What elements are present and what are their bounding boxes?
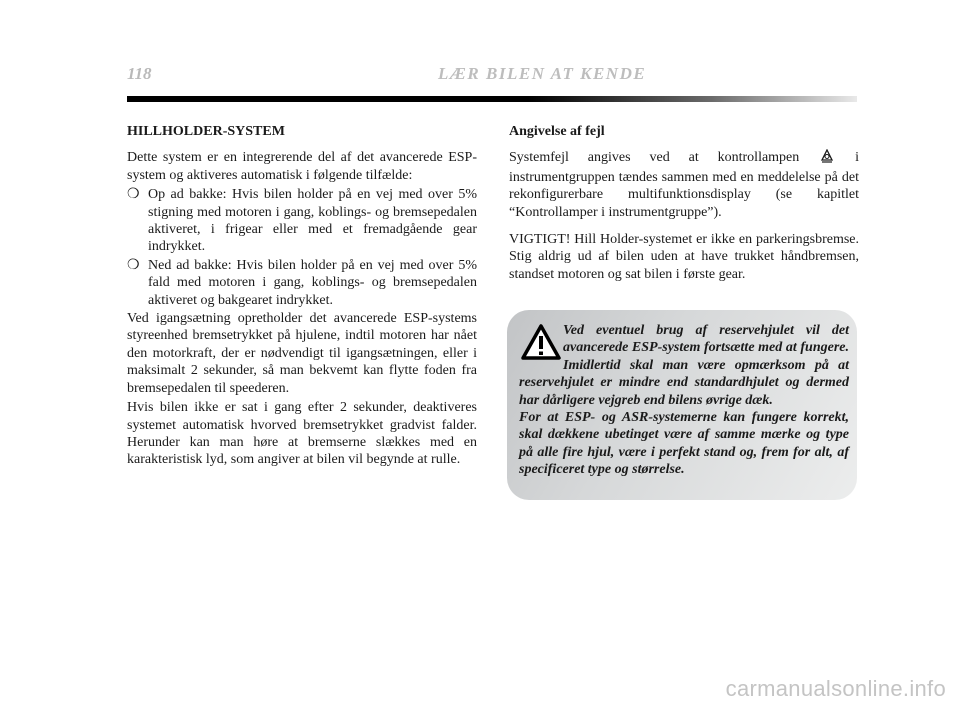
fault-text-end: i instrumentgruppen tændes sammen med en meddelelse på det rekonfigurerbare multifunktionsdisplay (se kapitlet “Kontrollamper i instrumentgruppe”). bbox=[509, 150, 860, 220]
fault-paragraph bbox=[509, 149, 859, 221]
left-column bbox=[127, 123, 477, 471]
esp-warning-lamp-icon bbox=[820, 149, 834, 168]
stop-paragraph: Hvis bilen ikke er sat i gang efter 2 sekunder, deaktiveres systemet automatisk hvorved bremsetrykket gradvist falder. Herunder kan man høre at bremserne slækkes med en karakteristisk lyd, som angiver at bilen vil begynde at rulle. bbox=[127, 400, 477, 468]
bullet-text: Op ad bakke: Hvis bilen holder på en vej med over 5% stigning med motoren i gang, koblings- og bremsepedalen aktiveret, i frigear eller med et fremadgående gear indrykket. bbox=[148, 187, 477, 255]
bullet-icon: ❍ bbox=[127, 187, 140, 203]
page-number: 118 bbox=[127, 64, 152, 83]
bullet-icon: ❍ bbox=[127, 257, 140, 273]
section-heading-hillholder: HILLHOLDER-SYSTEM bbox=[127, 124, 285, 139]
right-column bbox=[509, 123, 859, 285]
important-paragraph: VIGTIGT! Hill Holder-systemet er ikke en parkeringsbremse. Stig aldrig ud af bilen uden at have trukket håndbremsen, standset motoren og sat bilen i første gear. bbox=[509, 232, 859, 282]
list-item bbox=[127, 257, 477, 309]
warning-paragraph: Ved eventuel brug af reservehjulet vil det avancerede ESP-system fortsætte med at fungere. Imidlertid skal man være opmærksom på at reservehjulet er mindre end standardhjulet og dermed har dårligere vejgreb end bilens øvrige dæk. bbox=[519, 323, 849, 408]
header-rule bbox=[127, 96, 857, 102]
bullet-text: Ned ad bakke: Hvis bilen holder på en vej med over 5% fald med motoren i gang, koblings- og bremsepedalen aktiveret og bakgearet indrykket. bbox=[148, 257, 477, 308]
warning-paragraph: For at ESP- og ASR-systemerne kan fungere korrekt, skal dækkene ubetinget være af samme mærke og type på alle fire hjul, være i perfekt stand og, frem for alt, af specificeret type og størrelse. bbox=[519, 410, 849, 478]
start-paragraph: Ved igangsætning opretholder det avancerede ESP-systems styreenhed bremsetrykket på hjulene, indtil motoren har nået den motorkraft, der er nødvendigt til igangsætningen, eller i maksimalt 2 sekunder, så man bekvemt kan flytte foden fra bremsepedalen til speederen. bbox=[127, 311, 477, 396]
section-heading-fault: Angivelse af fejl bbox=[509, 124, 605, 139]
intro-paragraph: Dette system er en integrerende del af det avancerede ESP-system og aktiveres automatisk i følgende tilfælde: bbox=[127, 150, 477, 183]
running-header: LÆR BILEN AT KENDE bbox=[438, 64, 647, 83]
fault-text-start: Systemfejl angives ved at kontrollampen bbox=[509, 150, 800, 166]
warning-box bbox=[507, 310, 857, 500]
watermark: carmanualsonline.info bbox=[725, 676, 946, 701]
warning-text bbox=[519, 322, 849, 479]
list-item bbox=[127, 186, 477, 256]
